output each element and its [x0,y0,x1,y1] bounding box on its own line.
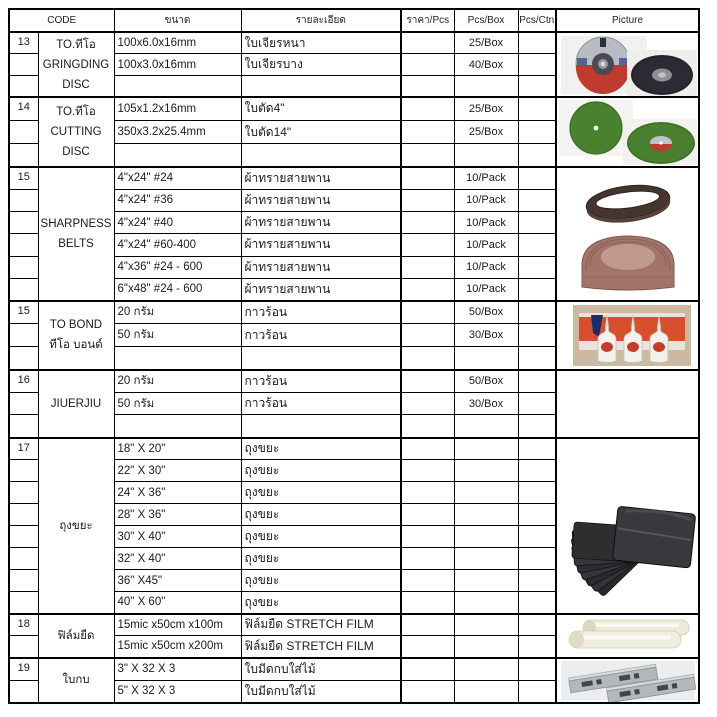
size-cell: 4"x36" #24 - 600 [114,256,241,278]
planer-blades-image [557,659,698,702]
row-number [9,570,38,592]
detail-cell: ผ้าทรายสายพาน [241,256,401,278]
size-cell: 30" X 40" [114,526,241,548]
row-number: 15 [9,167,38,189]
pcs-ctn-cell [518,167,556,189]
pcs-ctn-cell [518,482,556,504]
code-line: SHARPNESS [40,217,112,230]
pcs-ctn-cell [518,75,556,97]
code-line: ฟิล์มยืด [57,629,95,642]
code-cell [38,370,114,438]
pcs-ctn-cell [518,212,556,234]
pcs-box-cell [454,526,518,548]
detail-cell [241,75,401,97]
row-number [9,504,38,526]
price-cell [401,32,454,54]
row-number [9,347,38,370]
planer-blades-picture-cell [556,658,699,703]
row-number: 14 [9,97,38,120]
detail-cell: ถุงขยะ [241,460,401,482]
row-number [9,392,38,415]
row-number [9,526,38,548]
detail-cell: ฟิล์มยืด STRETCH FILM [241,636,401,658]
table-row [9,370,699,393]
price-cell [401,526,454,548]
pcs-ctn-cell [518,144,556,167]
pcs-box-cell [454,658,518,681]
pcs-box-cell [454,504,518,526]
size-cell: 50 กรัม [114,324,241,347]
detail-cell: ผ้าทรายสายพาน [241,189,401,211]
row-number [9,680,38,703]
pcs-ctn-cell [518,548,556,570]
size-cell [114,347,241,370]
price-cell [401,460,454,482]
detail-cell: กาวร้อน [241,301,401,324]
table-row [9,658,699,681]
price-cell [401,234,454,256]
code-cell [38,167,114,301]
detail-cell: ถุงขยะ [241,548,401,570]
price-cell [401,301,454,324]
pcs-ctn-cell [518,636,556,658]
price-cell [401,256,454,278]
price-cell [401,680,454,703]
detail-cell: ถุงขยะ [241,592,401,614]
size-cell [114,144,241,167]
pcs-ctn-cell [518,438,556,460]
pcs-box-cell: 30/Box [454,324,518,347]
price-cell [401,97,454,120]
detail-cell [241,415,401,438]
pcs-ctn-cell [518,392,556,415]
price-cell [401,144,454,167]
size-cell: 32" X 40" [114,548,241,570]
code-cell [38,658,114,703]
detail-cell: ฟิล์มยืด STRETCH FILM [241,614,401,636]
stretch-film-image [557,615,698,657]
price-cell [401,592,454,614]
code-line: ใบกบ [62,674,90,687]
pcs-ctn-cell [518,526,556,548]
header-code: CODE [9,9,114,32]
row-number: 13 [9,32,38,54]
row-number [9,54,38,76]
code-line: JIUERJIU [50,397,102,410]
pcs-box-cell: 50/Box [454,301,518,324]
detail-cell: ผ้าทรายสายพาน [241,167,401,189]
pcs-box-cell: 25/Box [454,97,518,120]
cutting-discs-picture-cell [556,97,699,167]
row-number [9,460,38,482]
pcs-ctn-cell [518,120,556,143]
pcs-box-cell [454,144,518,167]
pcs-box-cell: 30/Box [454,392,518,415]
row-number [9,189,38,211]
pcs-box-cell: 10/Pack [454,189,518,211]
price-cell [401,438,454,460]
price-cell [401,482,454,504]
glue-bottles-picture-cell [556,301,699,370]
code-line: BELTS [58,237,94,250]
pcs-box-cell: 10/Pack [454,167,518,189]
grinding-discs-image [557,34,698,96]
pcs-box-cell: 50/Box [454,370,518,393]
pcs-box-cell: 10/Pack [454,278,518,300]
pcs-box-cell [454,415,518,438]
price-cell [401,212,454,234]
pcs-box-cell [454,592,518,614]
size-cell: 6"x48" #24 - 600 [114,278,241,300]
detail-cell: ใบมีดกบใส่ไม้ [241,658,401,681]
detail-cell [241,347,401,370]
price-cell [401,614,454,636]
row-number [9,415,38,438]
size-cell: 350x3.2x25.4mm [114,120,241,143]
pcs-ctn-cell [518,460,556,482]
table-row [9,97,699,120]
size-cell: 5" X 32 X 3 [114,680,241,703]
size-cell: 4"x24" #60-400 [114,234,241,256]
code-line: TO BOND [49,319,103,332]
table-row [9,167,699,189]
pcs-ctn-cell [518,614,556,636]
code-line: DISC [62,146,90,158]
detail-cell: กาวร้อน [241,370,401,393]
size-cell: 20 กรัม [114,301,241,324]
price-cell [401,167,454,189]
row-number [9,592,38,614]
table-row [9,438,699,460]
pcs-box-cell [454,482,518,504]
pcs-box-cell [454,460,518,482]
size-cell: 3" X 32 X 3 [114,658,241,681]
pcs-ctn-cell [518,189,556,211]
code-line: TO.ทีโอ [56,38,96,51]
pcs-ctn-cell [518,570,556,592]
header-size: ขนาด [114,9,241,32]
detail-cell: ผ้าทรายสายพาน [241,212,401,234]
pcs-ctn-cell [518,592,556,614]
price-cell [401,570,454,592]
pcs-box-cell [454,75,518,97]
row-number: 18 [9,614,38,636]
detail-cell: กาวร้อน [241,392,401,415]
table-row [9,301,699,324]
pcs-ctn-cell [518,680,556,703]
pcs-box-cell: 10/Pack [454,212,518,234]
size-cell: 4"x24" #36 [114,189,241,211]
row-number [9,144,38,167]
price-cell [401,75,454,97]
header-pcs-ctn: Pcs/Ctn [518,9,556,32]
price-cell [401,415,454,438]
header-pcs-box: Pcs/Box [454,9,518,32]
price-cell [401,370,454,393]
row-number [9,212,38,234]
size-cell: 4"x24" #24 [114,167,241,189]
detail-cell: กาวร้อน [241,324,401,347]
code-line: ทีโอ บอนด์ [49,339,103,352]
pcs-box-cell [454,570,518,592]
size-cell: 105x1.2x16mm [114,97,241,120]
size-cell: 100x6.0x16mm [114,32,241,54]
pcs-ctn-cell [518,415,556,438]
size-cell: 4"x24" #40 [114,212,241,234]
sanding-belts-picture-cell [556,167,699,301]
pcs-box-cell [454,614,518,636]
pcs-ctn-cell [518,658,556,681]
pcs-ctn-cell [518,54,556,76]
pcs-box-cell [454,680,518,703]
detail-cell: ใบตัด14" [241,120,401,143]
table-row [9,614,699,636]
size-cell: 15mic x50cm x200m [114,636,241,658]
code-line: DISC [62,78,90,91]
pcs-ctn-cell [518,324,556,347]
pcs-ctn-cell [518,301,556,324]
detail-cell [241,144,401,167]
detail-cell: ผ้าทรายสายพาน [241,234,401,256]
size-cell: 20 กรัม [114,370,241,393]
detail-cell: ถุงขยะ [241,482,401,504]
detail-cell: ใบตัด4" [241,97,401,120]
pcs-box-cell [454,548,518,570]
row-number: 19 [9,658,38,681]
size-cell: 15mic x50cm x100m [114,614,241,636]
cutting-discs-image [557,99,698,165]
pcs-ctn-cell [518,278,556,300]
row-number [9,324,38,347]
header-row [9,9,699,32]
pcs-box-cell: 10/Pack [454,234,518,256]
code-cell [38,301,114,370]
size-cell [114,75,241,97]
size-cell: 40" X 60" [114,592,241,614]
code-cell [38,97,114,167]
code-line: GRINGDING [42,58,110,71]
row-number [9,482,38,504]
pcs-box-cell [454,636,518,658]
pcs-ctn-cell [518,504,556,526]
detail-cell: ใบมีดกบใส่ไม้ [241,680,401,703]
header-picture: Picture [556,9,699,32]
row-number [9,256,38,278]
pcs-box-cell [454,347,518,370]
code-cell [38,32,114,97]
price-cell [401,658,454,681]
pcs-box-cell: 25/Box [454,32,518,54]
size-cell: 18" X 20" [114,438,241,460]
trash-bags-image [557,440,698,612]
empty-picture-cell [556,370,699,438]
price-cell [401,504,454,526]
pcs-ctn-cell [518,370,556,393]
price-cell [401,189,454,211]
price-cell [401,278,454,300]
sanding-belts-image [557,169,698,299]
pcs-ctn-cell [518,32,556,54]
row-number [9,234,38,256]
glue-bottles-image [557,303,698,368]
pcs-ctn-cell [518,234,556,256]
code-line: CUTTING [50,126,102,138]
row-number [9,548,38,570]
grinding-discs-picture-cell [556,32,699,97]
pcs-ctn-cell [518,347,556,370]
row-number [9,636,38,658]
pcs-box-cell: 25/Box [454,120,518,143]
size-cell: 36" X45" [114,570,241,592]
price-cell [401,324,454,347]
size-cell: 24" X 36" [114,482,241,504]
stretch-film-picture-cell [556,614,699,658]
price-cell [401,392,454,415]
pcs-box-cell [454,438,518,460]
row-number [9,75,38,97]
price-cell [401,120,454,143]
row-number: 15 [9,301,38,324]
row-number: 17 [9,438,38,460]
size-cell [114,415,241,438]
size-cell: 28" X 36" [114,504,241,526]
size-cell: 50 กรัม [114,392,241,415]
pcs-box-cell: 10/Pack [454,256,518,278]
detail-cell: ใบเจียรหนา [241,32,401,54]
row-number [9,278,38,300]
code-line: ถุงขยะ [59,519,93,532]
code-line: TO.ทีโอ [56,106,96,118]
detail-cell: ถุงขยะ [241,504,401,526]
row-number [9,120,38,143]
price-cell [401,54,454,76]
size-cell: 100x3.0x16mm [114,54,241,76]
detail-cell: ผ้าทรายสายพาน [241,278,401,300]
pcs-ctn-cell [518,256,556,278]
product-table [8,8,700,704]
detail-cell: ถุงขยะ [241,526,401,548]
row-number: 16 [9,370,38,393]
detail-cell: ถุงขยะ [241,570,401,592]
price-cell [401,636,454,658]
pcs-box-cell: 40/Box [454,54,518,76]
price-cell [401,347,454,370]
header-price: ราคา/Pcs [401,9,454,32]
size-cell: 22" X 30" [114,460,241,482]
detail-cell: ถุงขยะ [241,438,401,460]
code-cell [38,438,114,614]
pcs-ctn-cell [518,97,556,120]
header-detail: รายละเอียด [241,9,401,32]
price-cell [401,548,454,570]
table-row [9,32,699,54]
trash-bags-picture-cell [556,438,699,614]
detail-cell: ใบเจียรบาง [241,54,401,76]
code-cell [38,614,114,658]
